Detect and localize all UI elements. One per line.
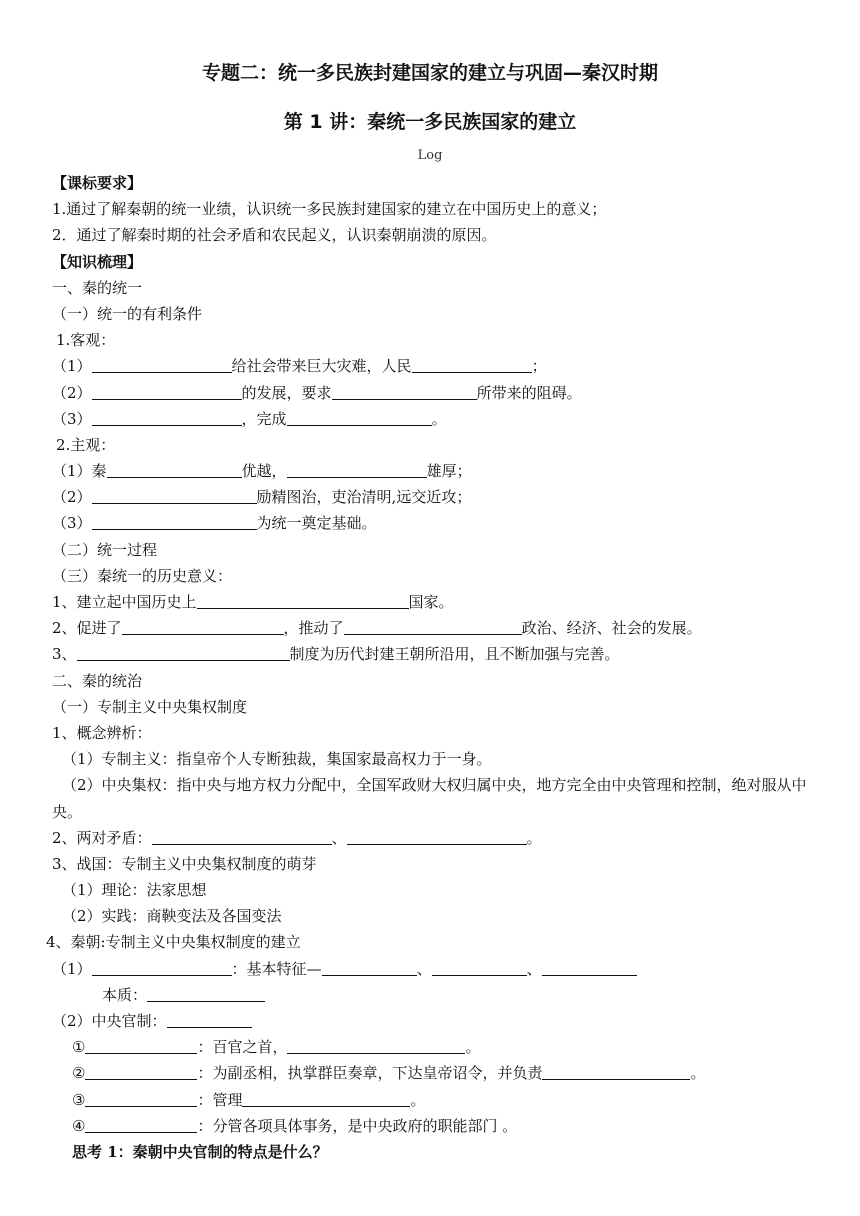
subjective-heading: 2.主观：: [56, 435, 116, 454]
answer-blank[interactable]: [167, 1009, 252, 1028]
logo-text: Log: [417, 148, 443, 163]
answer-blank[interactable]: [85, 1061, 197, 1080]
standard-item: 1.通过了解秦朝的统一业绩，认识统一多民族封建国家的建立在中国历史上的意义；: [52, 200, 607, 219]
answer-blank[interactable]: [432, 957, 527, 976]
subsection-heading: （三）秦统一的历史意义：: [52, 566, 233, 585]
lecture-title: 第 1 讲：秦统一多民族国家的建立: [283, 111, 577, 133]
fill-line: 3、 制度为历代封建王朝所沿用，且不断加强与完善。: [52, 641, 822, 667]
fill-line: ① ：百官之首， 。: [52, 1034, 822, 1060]
answer-blank[interactable]: [92, 407, 242, 426]
fill-line: （3） ，完成 。: [52, 406, 822, 432]
answer-blank[interactable]: [344, 616, 522, 635]
answer-blank[interactable]: [85, 1035, 197, 1054]
topic-item: （1）理论：法家思想: [62, 881, 207, 900]
subsection-heading: （二）统一过程: [52, 540, 158, 559]
section-heading: 一、秦的统一: [52, 278, 143, 297]
answer-blank[interactable]: [287, 459, 427, 478]
answer-blank[interactable]: [85, 1088, 197, 1107]
answer-blank[interactable]: [122, 616, 284, 635]
answer-blank[interactable]: [322, 957, 417, 976]
answer-blank[interactable]: [92, 354, 232, 373]
subsection-heading: （一）专制主义中央集权制度: [52, 697, 248, 716]
answer-blank[interactable]: [412, 354, 532, 373]
fill-line: ④ ：分管各项具体事务，是中央政府的职能部门 。: [52, 1113, 822, 1139]
answer-blank[interactable]: [542, 957, 637, 976]
worksheet-content: [46, 170, 822, 1165]
fill-line: （1） ：基本特征— 、 、: [52, 956, 822, 982]
fill-line: （2） 励精图治，吏治清明,远交近攻；: [52, 484, 822, 510]
answer-blank[interactable]: [107, 459, 242, 478]
answer-blank[interactable]: [242, 1088, 410, 1107]
fill-line: ③ ：管理 。: [52, 1087, 822, 1113]
fill-line: ② ：为副丞相，执掌群臣奏章，下达皇帝诏令，并负责 。: [52, 1060, 822, 1086]
fill-line: （1） 给社会带来巨大灾难，人民 ；: [52, 353, 822, 379]
objective-heading: 1.客观：: [56, 331, 116, 350]
answer-blank[interactable]: [92, 485, 257, 504]
answer-blank[interactable]: [147, 983, 265, 1002]
answer-blank[interactable]: [332, 381, 477, 400]
topic-title: 专题二：统一多民族封建国家的建立与巩固—秦汉时期: [201, 62, 658, 84]
standard-item: 2．通过了解秦时期的社会矛盾和农民起义，认识秦朝崩溃的原因。: [52, 226, 497, 245]
answer-blank[interactable]: [77, 642, 290, 661]
concept-item: （2）中央集权：指中央与地方权力分配中，全国军政财大权归属中央，地方完全由中央管理和控制，绝对服从中央。: [52, 776, 807, 821]
answer-blank[interactable]: [287, 407, 432, 426]
fill-line: 2、两对矛盾： 、 。: [52, 825, 822, 851]
knowledge-heading: 【知识梳理】: [52, 252, 143, 271]
answer-blank[interactable]: [92, 957, 232, 976]
answer-blank[interactable]: [197, 590, 409, 609]
answer-blank[interactable]: [287, 1035, 465, 1054]
fill-line: 本质：: [52, 982, 822, 1008]
answer-blank[interactable]: [92, 381, 242, 400]
answer-blank[interactable]: [85, 1114, 197, 1133]
topic-item: （2）实践：商鞅变法及各国变法: [62, 907, 282, 926]
think-question: 思考 1：秦朝中央官制的特点是什么？: [72, 1142, 328, 1161]
answer-blank[interactable]: [152, 826, 332, 845]
standards-heading: 【课标要求】: [52, 174, 143, 192]
topic-line: 3、战国：专制主义中央集权制度的萌芽: [52, 854, 317, 873]
subsection-heading: （一）统一的有利条件: [52, 304, 203, 323]
topic-line: 4、秦朝:专制主义中央集权制度的建立: [46, 933, 301, 952]
answer-blank[interactable]: [542, 1061, 690, 1080]
fill-line: （3） 为统一奠定基础。: [52, 510, 822, 536]
answer-blank[interactable]: [347, 826, 527, 845]
fill-line: （1）秦 优越， 雄厚；: [52, 458, 822, 484]
concept-item: （1）专制主义：指皇帝个人专断独裁，集国家最高权力于一身。: [62, 750, 492, 769]
fill-line: 2、促进了 ，推动了 政治、经济、社会的发展。: [52, 615, 822, 641]
section-heading: 二、秦的统治: [52, 671, 143, 690]
fill-line: （2） 的发展，要求 所带来的阻碍。: [52, 380, 822, 406]
topic-line: 1、概念辨析：: [52, 723, 152, 742]
fill-line: 1、建立起中国历史上 国家。: [52, 589, 822, 615]
answer-blank[interactable]: [92, 511, 257, 530]
fill-line: （2）中央官制：: [52, 1008, 822, 1034]
